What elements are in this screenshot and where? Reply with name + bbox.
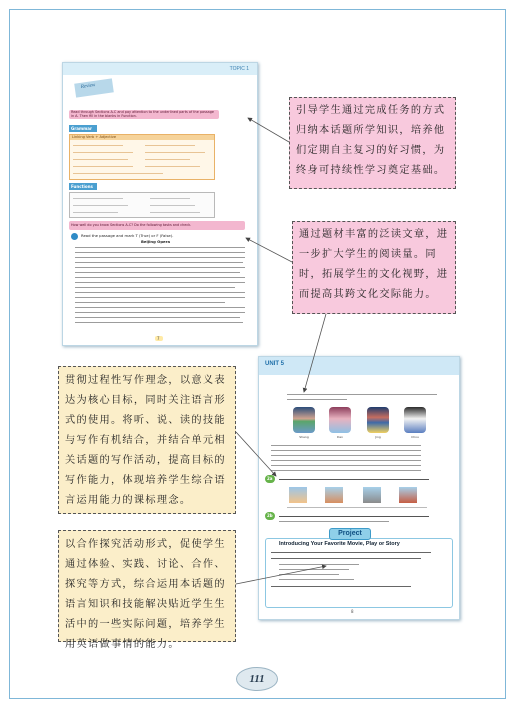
project-label: Project bbox=[329, 528, 371, 540]
figure-caption: Jing bbox=[375, 435, 381, 439]
task1-text: Read the passage and mark T (True) or F (False). bbox=[81, 233, 174, 238]
annotation-writing-text: 贯彻过程性写作理念，以意义表达为核心目标，同时关注语言形式的使用。将听、说、读的技能与写作有机结合，并结合单元相关话题的写作活动，提高目标的写作能力，体现培养学生综合语言运用能力的课标理念。 bbox=[65, 375, 226, 506]
arrow-reading-unit bbox=[304, 314, 326, 392]
grammar-header: Grammar bbox=[69, 125, 97, 132]
figure-caption: Sheng bbox=[299, 435, 309, 439]
arrow-writing bbox=[236, 432, 276, 476]
arrow-review bbox=[248, 118, 289, 142]
page-b-number: 8 bbox=[351, 609, 354, 614]
task-2a-label: 2a bbox=[267, 476, 273, 481]
page-a-number: 7 bbox=[157, 336, 160, 341]
figure-caption: Dan bbox=[336, 435, 344, 439]
unit-label: UNIT 5 bbox=[265, 361, 285, 367]
annotation-project-text: 以合作探究活动形式，促使学生通过体验、实践、讨论、合作、探究等方式，综合运用本话题的语言知识和技能解决贴近学生生活中的一些实际问题，培养学生用英语做事情的能力。 bbox=[65, 539, 226, 650]
page-number-footer: 111 bbox=[236, 667, 278, 691]
review-label: Review bbox=[80, 83, 96, 90]
annotation-reading-text: 通过题材丰富的泛读文章，进一步扩大学生的阅读量。同时，拓展学生的文化视野，进而提高其跨文化交际能力。 bbox=[299, 229, 449, 300]
grammar-sub: Linking Verb + Adjective bbox=[72, 135, 117, 139]
passage-title: Beijing Opera bbox=[141, 239, 171, 244]
project-title: Introducing Your Favorite Movie, Play or Story bbox=[279, 541, 400, 547]
functions-header: Functions bbox=[69, 183, 97, 190]
task-2b-label: 2b bbox=[267, 513, 273, 518]
figure-caption: Chou bbox=[411, 435, 419, 439]
arrow-project bbox=[236, 566, 326, 584]
instruction-text: Read through Sections A-C and pay attention to the underlined parts of the passage in A. Then fill in the blanks in Function. bbox=[71, 110, 214, 119]
topic-label: TOPIC 1 bbox=[229, 66, 249, 72]
arrow-reading bbox=[246, 238, 292, 262]
how-well-text: How well do you know Sections A-C? Do the following tasks and check. bbox=[71, 223, 192, 227]
annotation-review-text: 引导学生通过完成任务的方式归纳本话题所学知识，培养他们定期自主复习的好习惯，为终身可持续性学习奠定基础。 bbox=[296, 105, 446, 176]
